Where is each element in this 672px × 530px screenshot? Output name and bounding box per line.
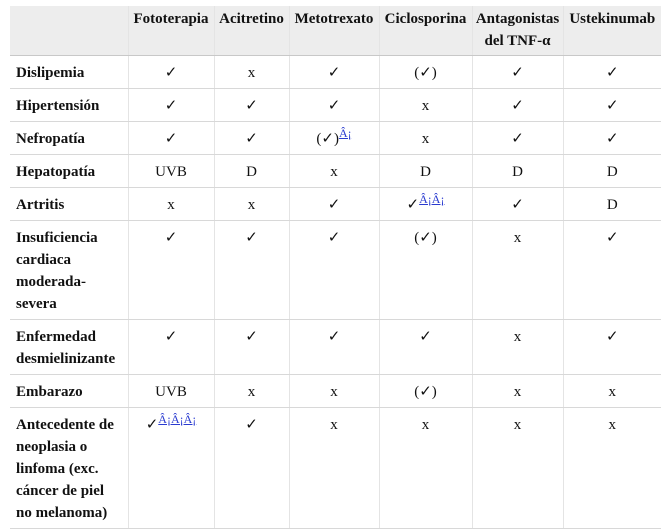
table-cell bbox=[214, 375, 289, 408]
table-cell bbox=[128, 221, 214, 320]
cell-value: ✓ bbox=[605, 65, 619, 81]
table-cell bbox=[563, 221, 661, 320]
cell-value: x bbox=[608, 384, 616, 400]
table-row bbox=[10, 155, 661, 188]
table-cell bbox=[379, 122, 472, 155]
table-cell bbox=[379, 375, 472, 408]
header-antagonistas-tnf: Antagonistas del TNF-α bbox=[472, 6, 563, 56]
cell-value: x bbox=[167, 197, 175, 213]
cell-value: x bbox=[608, 417, 616, 433]
cell-value: x bbox=[330, 417, 338, 433]
table-cell bbox=[214, 408, 289, 529]
table-cell bbox=[563, 122, 661, 155]
cell-value: ✓ bbox=[511, 131, 524, 147]
table-cell bbox=[214, 188, 289, 221]
table-cell bbox=[563, 375, 661, 408]
header-ciclosporina: Ciclosporina bbox=[379, 6, 472, 56]
table-row bbox=[10, 375, 661, 408]
table-cell bbox=[128, 89, 214, 122]
table-cell bbox=[128, 320, 214, 375]
row-label: Artritis bbox=[10, 188, 128, 221]
cell-value: ✓ bbox=[245, 329, 258, 345]
table-cell bbox=[128, 56, 214, 89]
treatment-comparison-table bbox=[10, 6, 661, 529]
row-label: Dislipemia bbox=[10, 56, 128, 89]
table-cell bbox=[472, 320, 563, 375]
table-cell bbox=[128, 155, 214, 188]
table-cell bbox=[128, 375, 214, 408]
cell-value: x bbox=[513, 384, 522, 400]
cell-value: x bbox=[330, 384, 338, 400]
table-cell bbox=[472, 122, 563, 155]
cell-value: (✓) bbox=[414, 384, 437, 400]
table-cell bbox=[214, 122, 289, 155]
cell-value: D bbox=[606, 164, 618, 180]
row-label: Enfermedad desmielinizante bbox=[10, 320, 128, 375]
footnote-link[interactable]: Â¡Â¡ bbox=[419, 192, 445, 206]
cell-value: ✓ bbox=[511, 65, 524, 81]
cell-value: ✓ bbox=[605, 230, 619, 246]
table-row bbox=[10, 56, 661, 89]
cell-value: x bbox=[421, 131, 430, 147]
cell-value: D bbox=[246, 164, 257, 180]
table-cell bbox=[214, 320, 289, 375]
cell-value: (✓) bbox=[316, 131, 339, 147]
row-label: Hipertensión bbox=[10, 89, 128, 122]
table-body bbox=[10, 56, 661, 529]
table-cell bbox=[214, 221, 289, 320]
cell-value: ✓ bbox=[164, 131, 178, 147]
table-row bbox=[10, 408, 661, 529]
cell-value: (✓) bbox=[414, 230, 437, 246]
row-label: Antecedente de neoplasia o linfoma (exc. cáncer de piel no melanoma) bbox=[10, 408, 128, 529]
table-cell bbox=[214, 89, 289, 122]
cell-value: UVB bbox=[155, 164, 187, 180]
table-cell bbox=[289, 89, 379, 122]
cell-value: ✓ bbox=[327, 98, 341, 114]
cell-value: UVB bbox=[155, 384, 187, 400]
cell-value: ✓ bbox=[245, 98, 258, 114]
cell-value: ✓ bbox=[245, 417, 258, 433]
cell-value: ✓ bbox=[406, 197, 420, 213]
table-cell bbox=[214, 56, 289, 89]
table-cell bbox=[472, 188, 563, 221]
cell-value: ✓ bbox=[327, 329, 341, 345]
table-cell bbox=[379, 188, 472, 221]
table-row bbox=[10, 221, 661, 320]
table-cell bbox=[128, 408, 214, 529]
cell-value: ✓ bbox=[164, 65, 178, 81]
table-cell bbox=[289, 155, 379, 188]
table-cell bbox=[472, 155, 563, 188]
table-cell bbox=[128, 188, 214, 221]
table-cell bbox=[472, 375, 563, 408]
table-cell bbox=[379, 155, 472, 188]
cell-value: ✓ bbox=[605, 98, 619, 114]
table-row bbox=[10, 122, 661, 155]
table-cell bbox=[379, 408, 472, 529]
row-label: Hepatopatía bbox=[10, 155, 128, 188]
table-cell bbox=[563, 155, 661, 188]
table-cell bbox=[563, 320, 661, 375]
cell-value: ✓ bbox=[245, 230, 258, 246]
table-cell bbox=[379, 320, 472, 375]
cell-value: x bbox=[513, 230, 522, 246]
table-row bbox=[10, 89, 661, 122]
table-cell bbox=[379, 56, 472, 89]
table-cell bbox=[563, 188, 661, 221]
cell-value: ✓ bbox=[164, 329, 178, 345]
cell-value: D bbox=[420, 164, 431, 180]
cell-value: x bbox=[513, 417, 522, 433]
cell-value: ✓ bbox=[245, 131, 258, 147]
cell-value: D bbox=[512, 164, 523, 180]
table-cell bbox=[472, 89, 563, 122]
table-cell bbox=[289, 221, 379, 320]
table-cell bbox=[289, 375, 379, 408]
cell-value: x bbox=[247, 384, 256, 400]
cell-value: ✓ bbox=[511, 98, 524, 114]
footnote-link[interactable]: Â¡ bbox=[338, 126, 352, 140]
cell-value: x bbox=[421, 417, 430, 433]
cell-value: ✓ bbox=[511, 197, 524, 213]
cell-value: (✓) bbox=[414, 65, 437, 81]
table-cell bbox=[563, 408, 661, 529]
table-cell bbox=[563, 89, 661, 122]
cell-value: ✓ bbox=[605, 329, 619, 345]
table-cell bbox=[472, 408, 563, 529]
cell-value: ✓ bbox=[327, 230, 341, 246]
table-cell bbox=[472, 56, 563, 89]
cell-value: ✓ bbox=[327, 65, 341, 81]
table-cell bbox=[289, 188, 379, 221]
header-ustekinumab: Ustekinumab bbox=[563, 6, 661, 56]
cell-value: x bbox=[513, 329, 522, 345]
cell-value: x bbox=[330, 164, 338, 180]
header-row bbox=[10, 6, 661, 56]
row-label: Embarazo bbox=[10, 375, 128, 408]
row-label: Insuficiencia cardiaca moderada-severa bbox=[10, 221, 128, 320]
cell-value: ✓ bbox=[419, 329, 432, 345]
cell-value: x bbox=[421, 98, 430, 114]
cell-value: ✓ bbox=[164, 230, 178, 246]
row-label: Nefropatía bbox=[10, 122, 128, 155]
table-row bbox=[10, 188, 661, 221]
table-cell bbox=[289, 408, 379, 529]
table-cell bbox=[289, 122, 379, 155]
cell-value: x bbox=[247, 197, 256, 213]
table-cell bbox=[289, 56, 379, 89]
header-fototerapia: Fototerapia bbox=[128, 6, 214, 56]
cell-value: x bbox=[247, 65, 256, 81]
cell-value: D bbox=[606, 197, 618, 213]
table-cell bbox=[214, 155, 289, 188]
table-cell bbox=[379, 221, 472, 320]
footnote-link[interactable]: Â¡Â¡Â¡ bbox=[158, 412, 197, 426]
table-cell bbox=[289, 320, 379, 375]
header-empty-cell bbox=[10, 6, 128, 56]
cell-value: ✓ bbox=[605, 131, 619, 147]
table-row bbox=[10, 320, 661, 375]
cell-value: ✓ bbox=[164, 98, 178, 114]
cell-value: ✓ bbox=[145, 417, 159, 433]
table-cell bbox=[128, 122, 214, 155]
table-cell bbox=[563, 56, 661, 89]
table-cell bbox=[472, 221, 563, 320]
cell-value: ✓ bbox=[327, 197, 341, 213]
table-cell bbox=[379, 89, 472, 122]
header-metotrexato: Metotrexato bbox=[289, 6, 379, 56]
header-acitretino: Acitretino bbox=[214, 6, 289, 56]
